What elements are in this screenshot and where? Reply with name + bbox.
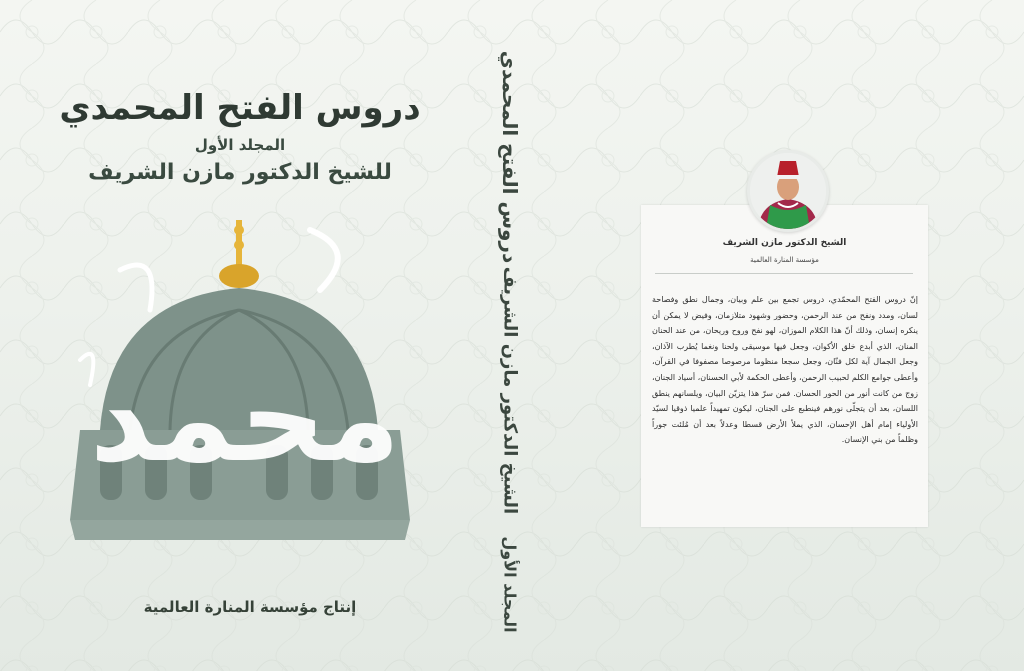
back-description: إنّ دروس الفتح المحمّدي، دروس تجمع بين علم وبيان، وجمال نطق وفصاحة لسان، ومدد ونفح من عند الرحمن، وحضور وشهود متلازمان، وفيض لا يمكن أن ينكره إنسان، وذلك أنّ هذا الكلام الموزان، لهو نفح وروح وريحان، من عند الحنان المنان، الذي أبدع خلق الأكوان، وجعل فيها موسيقى ولحنا ونغما يُطرب الآذان، وجعل الجمال آية لكل فنّان، وجعل سجعا منظوما مرصوصا مصفوفا في القرآن، وأعطى جوامع الكلم لحبيب الرحمن، وأعطى الحكمة لأبي الحسنان، أسياد الجنان، زوج من كانت أنور من الحور الحسان. فمن سرّ هذا يتزيّن البيان، ويلسانهم ينطق اللسان، بعد أن يتجلّى نورهم فينطبع على الجنان، ليكون تمهيداً علميا ذوقيا لسيّد الأولياء إمام أهل الإحسان، الذي يملأ الأرض قسطا وعدلاً بعد أن مُلئت جوراً وظلماً من بني الإنسان. [652,295,918,445]
author-avatar [747,150,829,232]
back-divider [655,273,913,274]
spine-volume: المجلد الأول [500,536,520,633]
front-publisher: إنتاج مؤسسة المنارة العالمية [143,598,357,616]
back-organization: مؤسسة المنارة العالمية [750,256,819,264]
dome-illustration [60,210,420,570]
back-author-name: الشيخ الدكتور مازن الشريف [722,238,847,248]
front-author: للشيخ الدكتور مازن الشريف [88,160,392,185]
front-volume-label: المجلد الأول [194,136,286,154]
spine-title: دروس الفتح المحمدي [498,50,522,264]
author-portrait [750,153,826,229]
front-title: دروس الفتح المحمدي [59,88,421,128]
muhammad-calligraphy: محمد [89,350,401,489]
spine-author: الشيخ الدكتور مازن الشريف [499,266,521,515]
book-spine [470,0,550,671]
